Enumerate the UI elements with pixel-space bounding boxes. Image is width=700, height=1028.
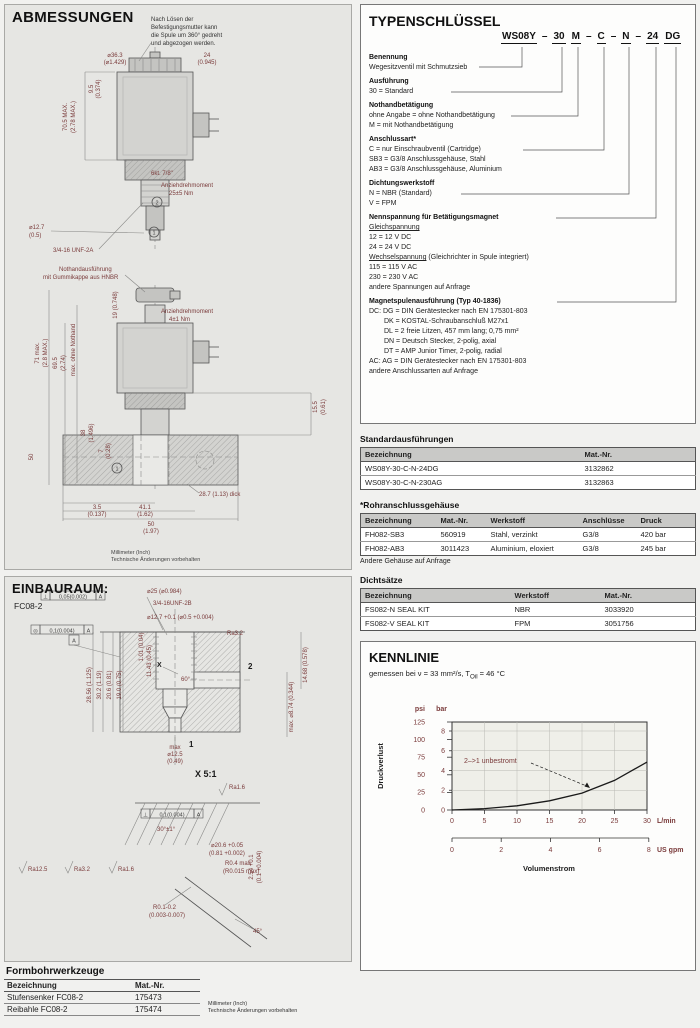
tolerance-datum: A [86, 628, 91, 635]
group-line [369, 253, 687, 263]
einbauraum-section [4, 576, 352, 962]
valve-bottom-drawing [29, 267, 327, 535]
psi-tick: 125 [413, 719, 425, 726]
group-heading: Ausführung [369, 78, 409, 85]
dim-label: max. ohne Nothand [71, 323, 77, 377]
x-tick: 5 [482, 817, 487, 825]
dim-label: 6kt. 7/8" [151, 171, 173, 177]
tolerance-datum: A [196, 812, 201, 819]
legend-group-ausfuehrung [369, 77, 687, 97]
cell: NBR [511, 603, 601, 617]
kennlinie-conditions [369, 669, 687, 681]
column-header: Bezeichnung [361, 514, 437, 528]
code-segment: DG [665, 31, 681, 42]
dim-label: 4±1 Nm [169, 317, 190, 323]
group-line: ohne Angabe = ohne Nothandbetätigung [369, 112, 495, 119]
cell: FPM [514, 619, 531, 628]
typenschluessel-title: TYPENSCHLÜSSEL [369, 13, 501, 29]
tool-matnr: 175473 [132, 992, 200, 1004]
gpm-unit-label: US gpm [657, 846, 684, 854]
tolerance-value: 0,05(0.002) [58, 594, 88, 601]
code-segment: N [622, 31, 630, 42]
x-tick: 15 [545, 817, 554, 825]
dim-label: 50 [147, 522, 155, 528]
column-header: Mat.-Nr. [132, 980, 200, 992]
dim-label: 38 [81, 429, 87, 437]
code-segment: C [597, 31, 605, 42]
dim-label: ⌀20.6 +0.05 [211, 843, 244, 849]
group-line-underlined: Wechselspannung [369, 254, 427, 261]
group-line: C = nur Einschraubventil (Cartridge) [369, 146, 481, 153]
table-row [361, 462, 696, 476]
group-heading: Benennung [369, 54, 408, 61]
group-line: Gleichspannung [369, 224, 420, 231]
cell: WS08Y-30-C-N-230AG [365, 478, 443, 487]
gpm-tick: 0 [450, 846, 454, 854]
dim-label: 20.6 (0.81) [107, 670, 113, 700]
abmessungen-drawing [5, 5, 351, 569]
group-line: DL = 2 freie Litzen, 457 mm lang; 0,75 mm² [384, 328, 519, 335]
dim-label: 19 (0.748) [113, 291, 119, 319]
group-line: AB3 = G3/8 Anschlussgehäuse, Aluminium [369, 166, 502, 173]
legend-group-benennung [369, 53, 687, 73]
right-column [360, 4, 696, 971]
callout-2: 2 [155, 200, 159, 207]
release-note-line: Befestigungsmutter kann [151, 25, 218, 31]
group-heading: Anschlussart* [369, 136, 417, 143]
group-heading: Nennspannung für Betätigungsmagnet [369, 214, 499, 221]
port-1-label: 1 [189, 740, 194, 749]
cavity-code: FC08-2 [14, 601, 43, 611]
dim-label: 41.1 [139, 505, 151, 511]
dim-label: (0.49) [167, 759, 183, 765]
gpm-tick: 2 [499, 846, 504, 854]
group-line: DN = Deutsch Stecker, 2-polig, axial [384, 338, 497, 345]
tolerance-datum: A [98, 594, 103, 601]
code-segment: M [571, 31, 580, 42]
bar-tick: 8 [441, 728, 445, 735]
group-line: Wegesitzventil mit Schmutzsieb [369, 64, 468, 71]
dim-label: (0.137) [87, 512, 107, 518]
einbauraum-title: EINBAURAUM: [12, 581, 109, 596]
group-line-rest: (Gleichrichter in Spule integriert) [426, 254, 529, 261]
dim-label: ⌀12.7 [29, 225, 45, 231]
tool-matnr: 175474 [132, 1004, 200, 1016]
column-header: Druck [637, 514, 696, 528]
column-header: Mat.-Nr. [437, 514, 487, 528]
tolerance-symbol: ◎ [33, 628, 38, 635]
cell: FH082-SB3 [361, 528, 437, 542]
cell: 3051756 [604, 619, 634, 628]
surface-finish-label: Ra12.5 [28, 867, 48, 873]
valve-top-drawing [29, 17, 222, 254]
dim-label: (0.81 +0.002) [209, 851, 245, 857]
standardausfuehrungen-title: Standardausführungen [360, 434, 454, 444]
tolerance-symbol: ⊥ [43, 594, 48, 601]
bar-tick: 2 [441, 787, 445, 794]
x-tick: 0 [450, 817, 454, 825]
port-2-label: 2 [248, 662, 253, 671]
column-header: Mat.-Nr. [581, 448, 696, 462]
abmessungen-section [4, 4, 352, 570]
dim-label: ⌀36.3 [107, 53, 123, 59]
group-line: DK = KOSTAL-Schraubanschluß M27x1 [384, 318, 509, 325]
dim-label: 71 max. [35, 342, 41, 364]
standardausfuehrungen-table [360, 447, 696, 490]
tool-name: Reibahle FC08-2 [4, 1004, 132, 1016]
conditions-pre: gemessen bei ν = 33 mm²/s, T [369, 669, 470, 678]
cell: FS082-N SEAL KIT [361, 603, 511, 617]
code-dash: – [610, 31, 617, 42]
cell: 3132862 [581, 462, 696, 476]
dichtsaetze-table [360, 588, 696, 631]
table-row [4, 1004, 200, 1016]
group-line: M = mit Nothandbetätigung [369, 122, 454, 129]
changes-note: Technische Änderungen vorbehalten [111, 557, 201, 563]
group-line: 115 = 115 V AC [369, 264, 418, 271]
changes-note: Technische Änderungen vorbehalten [208, 1008, 298, 1014]
group-line: SB3 = G3/8 Anschlussgehäuse, Stahl [369, 156, 486, 163]
curve-annotation: 2–>1 unbestromt [464, 757, 517, 765]
dim-label: mit Gummikappe aus HNBR [43, 275, 119, 281]
dim-label: 30.2 (1.19) [97, 670, 103, 700]
table-header-row [4, 980, 200, 992]
dim-label: Nothandausführung [59, 267, 112, 273]
dim-label: 50 [29, 453, 35, 461]
cell: 560919 [437, 528, 487, 542]
einbauraum-drawing [5, 577, 351, 961]
x-tick: 30 [643, 817, 651, 825]
table-row [361, 476, 696, 490]
dim-label: (0.945) [197, 60, 217, 66]
dim-label: (2.8 MAX.) [43, 338, 49, 368]
gpm-tick: 4 [548, 846, 553, 854]
units-note: Millimeter (Inch) [111, 550, 151, 556]
table-header-row [361, 448, 696, 462]
dim-label: 24 [203, 53, 211, 59]
tolerance-value: 0,1(0.004) [49, 628, 75, 635]
dim-label: 28.7 (1.13) dick [199, 492, 241, 498]
rohr-note: Andere Gehäuse auf Anfrage [360, 558, 451, 565]
dim-label: 45° [253, 929, 263, 935]
code-dash: – [541, 31, 548, 42]
dim-label: ⌀12.7 +0.1 (⌀0.5 +0.004) [147, 615, 214, 621]
surface-finish-label: Ra1.6 [229, 785, 246, 791]
dim-label: (R0.015 max) [223, 869, 260, 875]
cell: 3011423 [440, 544, 470, 553]
dim-label: (0.28) [106, 443, 112, 459]
dim-label: max. ⌀8.74 (0.344) [289, 681, 295, 733]
psi-tick: 100 [413, 736, 425, 744]
cell: Stahl, verzinkt [487, 528, 579, 542]
dim-label: 3.5 [92, 505, 102, 511]
psi-tick: 0 [421, 807, 425, 814]
formbohrwerkzeuge-section [4, 964, 204, 1016]
column-header: Bezeichnung [361, 448, 581, 462]
x-axis-label: Volumenstrom [523, 863, 575, 873]
dim-label: 3/4-16UNF-2B [153, 601, 192, 607]
surface-finish-label: Ra1.6 [118, 867, 135, 873]
detail-scale-label: X 5:1 [195, 769, 217, 779]
conditions-post: = 46 °C [477, 669, 505, 678]
group-line: DC: DG = DIN Gerätestecker nach EN 175301-803 [369, 308, 528, 315]
group-line: 24 = 24 V DC [369, 244, 412, 251]
dim-label: 70.5 MAX. [63, 102, 69, 132]
code-dash: – [635, 31, 642, 42]
psi-unit-label: psi [414, 705, 425, 713]
units-note-block [208, 1001, 297, 1015]
dim-label: 60° [181, 677, 191, 683]
cell: G3/8 [579, 528, 637, 542]
table-header-row [361, 514, 696, 528]
tolerance-value: 0,1(0.004) [159, 812, 185, 819]
dim-label: 69.5 [53, 357, 59, 369]
dim-label: 3/4-16 UNF-2A [53, 248, 94, 254]
typenschluessel-box [360, 4, 696, 424]
lmin-unit-label: L/min [657, 817, 676, 825]
order-code [501, 31, 681, 44]
dim-label: 14.68 (0.578) [303, 647, 309, 683]
surface-finish-label: Ra3.2 [227, 631, 244, 637]
group-line: 30 = Standard [369, 88, 414, 95]
x-tick: 25 [610, 817, 619, 825]
dim-label: max [169, 745, 181, 751]
column-header: Anschlüsse [579, 514, 637, 528]
cell: 3033920 [601, 603, 696, 617]
dim-label: ⌀25 (⌀0.984) [147, 589, 182, 595]
dim-label: ⌀12.5 [167, 752, 183, 758]
group-heading: Dichtungswerkstoff [369, 180, 435, 187]
rohranschlussgehaeuse-title: *Rohranschlussgehäuse [360, 500, 460, 510]
legend-group-anschlussart [369, 135, 687, 175]
group-line: 230 = 230 V AC [369, 274, 419, 281]
group-line: 12 = 12 V DC [369, 234, 412, 241]
bar-unit-label: bar [436, 705, 447, 713]
dim-label: (2.74) [61, 355, 67, 371]
psi-tick: 50 [417, 771, 425, 779]
units-note: Millimeter (Inch) [208, 1001, 248, 1007]
dim-label: R0.4 max [225, 861, 251, 867]
dim-label: 1.01 (0.04) [139, 632, 145, 662]
x-tick: 20 [578, 817, 586, 825]
column-header: Bezeichnung [4, 980, 132, 992]
dim-label: Anziehdrehmoment [161, 183, 214, 189]
tool-name: Stufensenker FC08-2 [4, 992, 132, 1004]
cell: 3132863 [584, 478, 614, 487]
dim-label: (2.78 MAX.) [71, 100, 77, 134]
group-heading: Nothandbetätigung [369, 102, 434, 109]
dim-label: 15.5 [313, 401, 319, 413]
tolerance-symbol: ⊥ [143, 812, 148, 819]
legend-group-magnetspule [369, 297, 687, 377]
dim-label: 11.43 (0.45) [147, 645, 153, 677]
table-header-row [361, 589, 696, 603]
abmessungen-title: ABMESSUNGEN [12, 9, 134, 26]
dichtsaetze-title: Dichtsätze [360, 575, 403, 585]
kennlinie-title: KENNLINIE [369, 650, 440, 665]
group-line: andere Anschlussarten auf Anfrage [369, 368, 478, 375]
cell: 245 bar [640, 544, 666, 553]
dim-label: (1.496) [89, 423, 95, 443]
cell: FH082-AB3 [365, 544, 405, 553]
gpm-tick: 6 [597, 846, 602, 854]
dim-label: 9.5 [89, 84, 95, 94]
dim-label: (0.003-0.007) [149, 913, 186, 919]
column-header: Bezeichnung [361, 589, 511, 603]
dim-label: 28.56 (1.125) [87, 667, 93, 703]
column-header: Mat.-Nr. [601, 589, 696, 603]
release-note-line: Nach Lösen der [151, 17, 194, 23]
dim-label: Anziehdrehmoment [161, 309, 214, 315]
group-line: V = FPM [369, 200, 397, 207]
group-line: N = NBR (Standard) [369, 190, 432, 197]
code-segment: 24 [647, 31, 659, 42]
rohranschlussgehaeuse-table [360, 513, 696, 556]
cell: 420 bar [637, 528, 696, 542]
formbohrwerkzeuge-title: Formbohrwerkzeuge [6, 966, 105, 977]
table-row [361, 617, 696, 631]
group-line: AC: AG = DIN Gerätestecker nach EN 175301-803 [369, 358, 527, 365]
formbohrwerkzeuge-table [4, 979, 200, 1016]
dim-label: 7 [99, 449, 105, 453]
table-row [361, 528, 696, 542]
legend-group-dichtung [369, 179, 687, 209]
cell: FS082-V SEAL KIT [365, 619, 430, 628]
kennlinie-box [360, 641, 696, 971]
bar-tick: 4 [441, 767, 445, 775]
dim-label: (1.97) [143, 529, 159, 535]
legend-group-nothand [369, 101, 687, 131]
datum-flag: A [72, 638, 76, 645]
dim-label: R0.1-0.2 [153, 905, 177, 911]
dim-label: (⌀1.429) [103, 60, 127, 66]
conditions-sub: Oil [469, 673, 478, 681]
legend-group-nennspannung [369, 213, 687, 293]
release-note-line: und abgezogen werden. [151, 41, 216, 47]
code-dash: – [585, 31, 592, 42]
dim-label: 19.0 (0.75) [117, 670, 123, 700]
column-header: Werkstoff [487, 514, 579, 528]
dim-label: 30°±1° [157, 827, 176, 833]
column-header: Werkstoff [511, 589, 601, 603]
dim-label: 2.54 +0.1 [249, 854, 255, 880]
cell: WS08Y-30-C-N-24DG [361, 462, 581, 476]
code-segment: WS08Y [502, 31, 536, 42]
x-tick: 10 [513, 817, 521, 825]
code-segment: 30 [553, 31, 565, 42]
dim-label: (0.1 +0.004) [257, 850, 263, 884]
dim-label: (0.61) [321, 399, 327, 415]
detail-marker: X [157, 662, 162, 669]
callout-1: 1 [152, 230, 156, 237]
psi-tick: 75 [417, 754, 425, 761]
group-line: DT = AMP Junior Timer, 2-polig, radial [384, 348, 502, 355]
code-legend [369, 53, 687, 377]
dim-label: (0.374) [96, 79, 102, 99]
callout-1: 1 [115, 466, 119, 473]
group-heading: Magnetspulenausführung (Typ 40-1836) [369, 298, 501, 305]
kennlinie-chart [369, 695, 691, 915]
bar-tick: 6 [441, 747, 445, 755]
dim-label: 25±5 Nm [169, 191, 194, 197]
y-axis-label: Druckverlust [376, 742, 385, 789]
gpm-tick: 8 [646, 846, 651, 854]
dim-label: (1.62) [137, 512, 153, 518]
group-line: andere Spannungen auf Anfrage [369, 284, 471, 291]
dim-label: (0.5) [29, 233, 42, 239]
table-row [361, 542, 696, 556]
bar-tick: 0 [441, 807, 445, 814]
surface-finish-label: Ra3.2 [74, 867, 91, 873]
cell: Aluminium, eloxiert [490, 544, 554, 553]
cell: G3/8 [582, 544, 599, 553]
release-note-line: die Spule um 360° gedreht [151, 33, 223, 39]
psi-tick: 25 [417, 789, 425, 796]
table-row [4, 992, 200, 1004]
table-row [361, 603, 696, 617]
